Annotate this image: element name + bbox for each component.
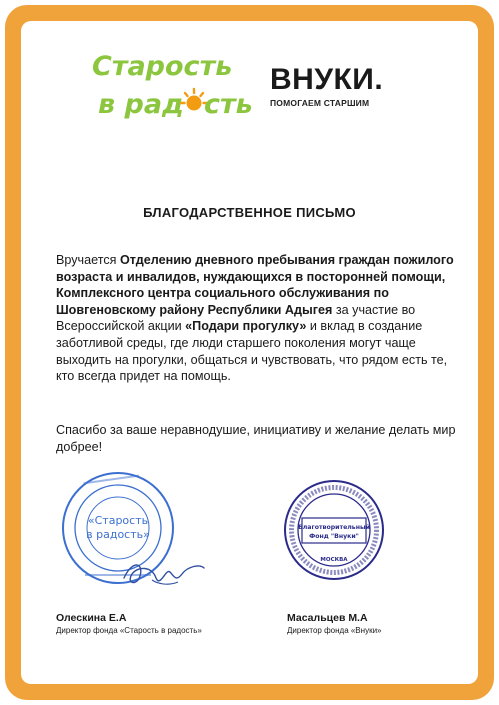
body-ending: и вклад в создание заботливой среды, где люди старшего поколения могут чаще выходить на прогулки, общаться и чувствовать, что рядом есть те, кто всегда придет на помощь. xyxy=(56,319,448,384)
signatory-right xyxy=(287,612,381,637)
thanks-paragraph: Спасибо за ваше неравнодушие, инициативу и желание делать мир добрее! xyxy=(56,423,456,454)
signature-oleskina xyxy=(118,548,208,598)
body-intro: Вручается xyxy=(56,253,120,267)
signatory-right-role: Директор фонда «Внуки» xyxy=(287,626,382,635)
vnuki-logo xyxy=(270,65,420,115)
stamp-left-inner-1: «Старость xyxy=(87,514,149,527)
body-middle: за участие во Всероссийской акции xyxy=(56,302,416,334)
starost-v-radost-logo xyxy=(88,41,253,126)
stamp-right-inner-2: Фонд "Внуки" xyxy=(309,533,359,540)
signatory-left xyxy=(56,612,202,637)
stamp-right-inner-1: Благотворительный xyxy=(298,524,370,531)
signatory-right-name: Масальцев М.А xyxy=(287,612,368,624)
logo-left-line2-pre: в рад xyxy=(98,89,184,120)
letter-body xyxy=(56,252,456,385)
body-recipient: Отделению дневного пребывания граждан пожилого возраста и инвалидов, нуждающихся в посторонней помощи, Комплексного центра социального обслуживания по Шовгеновскому району Республики Адыгея xyxy=(56,253,454,317)
stamp-fond-vnuki xyxy=(282,478,386,582)
signatory-left-role: Директор фонда «Старость в радость» xyxy=(56,626,202,635)
logo-left-line1: Старость xyxy=(92,51,233,82)
document-title: БЛАГОДАРСТВЕННОЕ ПИСЬМО xyxy=(143,205,356,220)
vnuki-logo-title: ВНУКИ. xyxy=(270,63,384,96)
stamp-left-inner-2: в радость» xyxy=(86,528,150,541)
body-action-name: «Подари прогулку» xyxy=(185,319,307,334)
signatory-left-name: Олескина Е.А xyxy=(56,612,127,624)
logo-left-line2-post: сть xyxy=(204,89,253,120)
stamp-right-city: МОСКВА xyxy=(320,557,348,563)
vnuki-logo-subtitle: ПОМОГАЕМ СТАРШИМ xyxy=(270,98,370,108)
